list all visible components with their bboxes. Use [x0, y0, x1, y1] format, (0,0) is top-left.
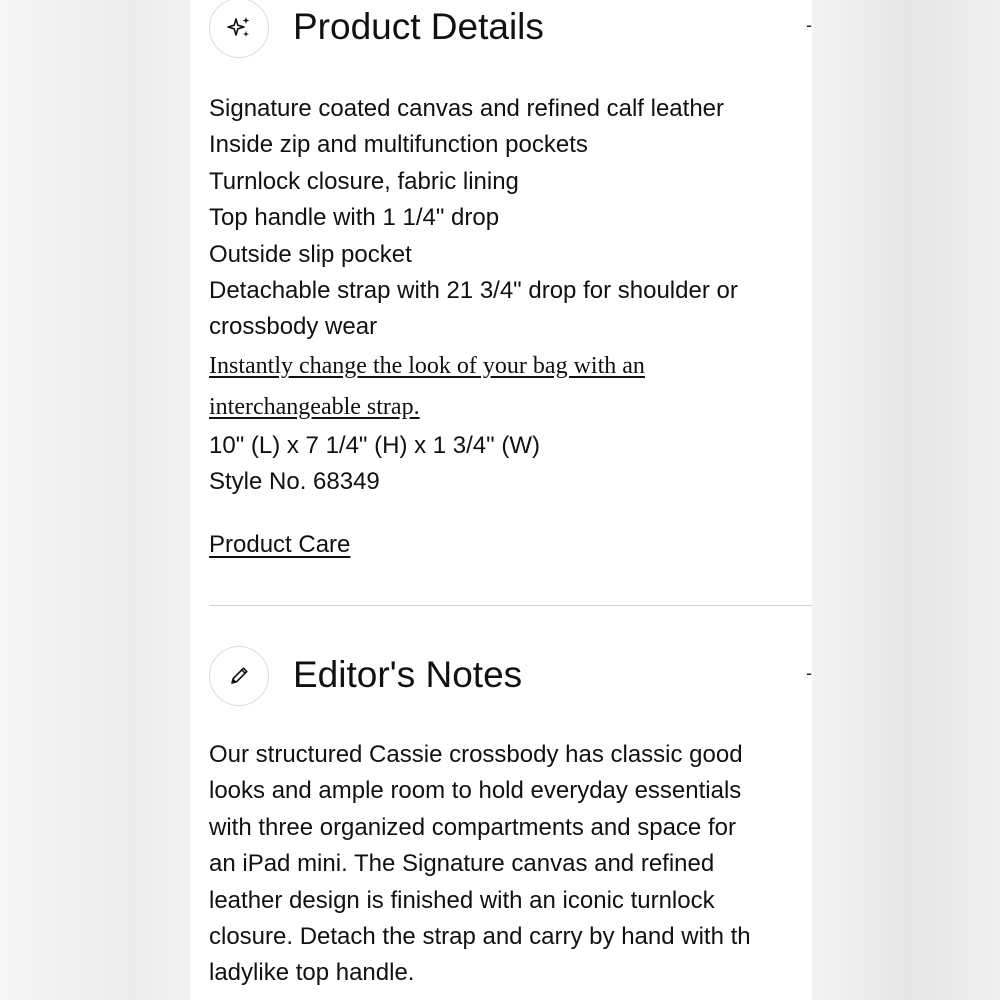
product-details-header[interactable] — [209, 0, 812, 62]
sparkle-icon — [225, 14, 253, 42]
list-item: Turnlock closure, fabric lining — [209, 167, 519, 195]
background-right — [812, 0, 1000, 1000]
list-item: Detachable strap with 21 3/4" drop for shoulder or — [209, 277, 738, 305]
product-care-link[interactable]: Product Care — [209, 531, 351, 558]
style-number: Style No. 68349 — [209, 468, 380, 496]
notes-line: closure. Detach the strap and carry by hand with th — [209, 923, 751, 951]
notes-line: leather design is finished with an iconic turnlock — [209, 886, 715, 914]
background-left — [0, 0, 190, 1000]
list-item: Signature coated canvas and refined calf leather — [209, 95, 725, 122]
pencil-icon — [226, 663, 252, 689]
notes-line: looks and ample room to hold everyday essentials — [209, 777, 742, 805]
strap-link-line-2[interactable]: interchangeable strap. — [209, 393, 420, 420]
product-details-title: Product Details — [293, 6, 544, 47]
product-info-panel — [190, 0, 812, 1000]
list-item: crossbody wear — [209, 313, 378, 341]
notes-line: with three organized compartments and space for — [209, 813, 736, 841]
section-divider — [209, 605, 812, 606]
product-details-list — [209, 91, 809, 501]
product-details-icon-circle — [209, 0, 269, 58]
editors-notes-title: Editor's Notes — [293, 654, 523, 695]
dimensions: 10" (L) x 7 1/4" (H) x 1 3/4" (W) — [209, 431, 540, 459]
list-item: Outside slip pocket — [209, 240, 412, 268]
notes-line: an iPad mini. The Signature canvas and refined — [209, 850, 715, 878]
interchangeable-strap-link[interactable] — [209, 346, 809, 428]
list-item: Inside zip and multifunction pockets — [209, 131, 588, 159]
notes-line: Our structured Cassie crossbody has classic good — [209, 741, 743, 768]
product-details-collapse-icon[interactable]: - — [806, 15, 812, 35]
editors-notes-text — [209, 737, 812, 992]
editors-notes-header[interactable] — [209, 646, 812, 710]
editors-notes-icon-circle — [209, 646, 269, 706]
notes-line: ladylike top handle. — [209, 959, 415, 987]
strap-link-line-1[interactable]: Instantly change the look of your bag with an — [209, 352, 645, 379]
editors-notes-collapse-icon[interactable]: - — [806, 663, 812, 683]
list-item: Top handle with 1 1/4" drop — [209, 204, 500, 232]
